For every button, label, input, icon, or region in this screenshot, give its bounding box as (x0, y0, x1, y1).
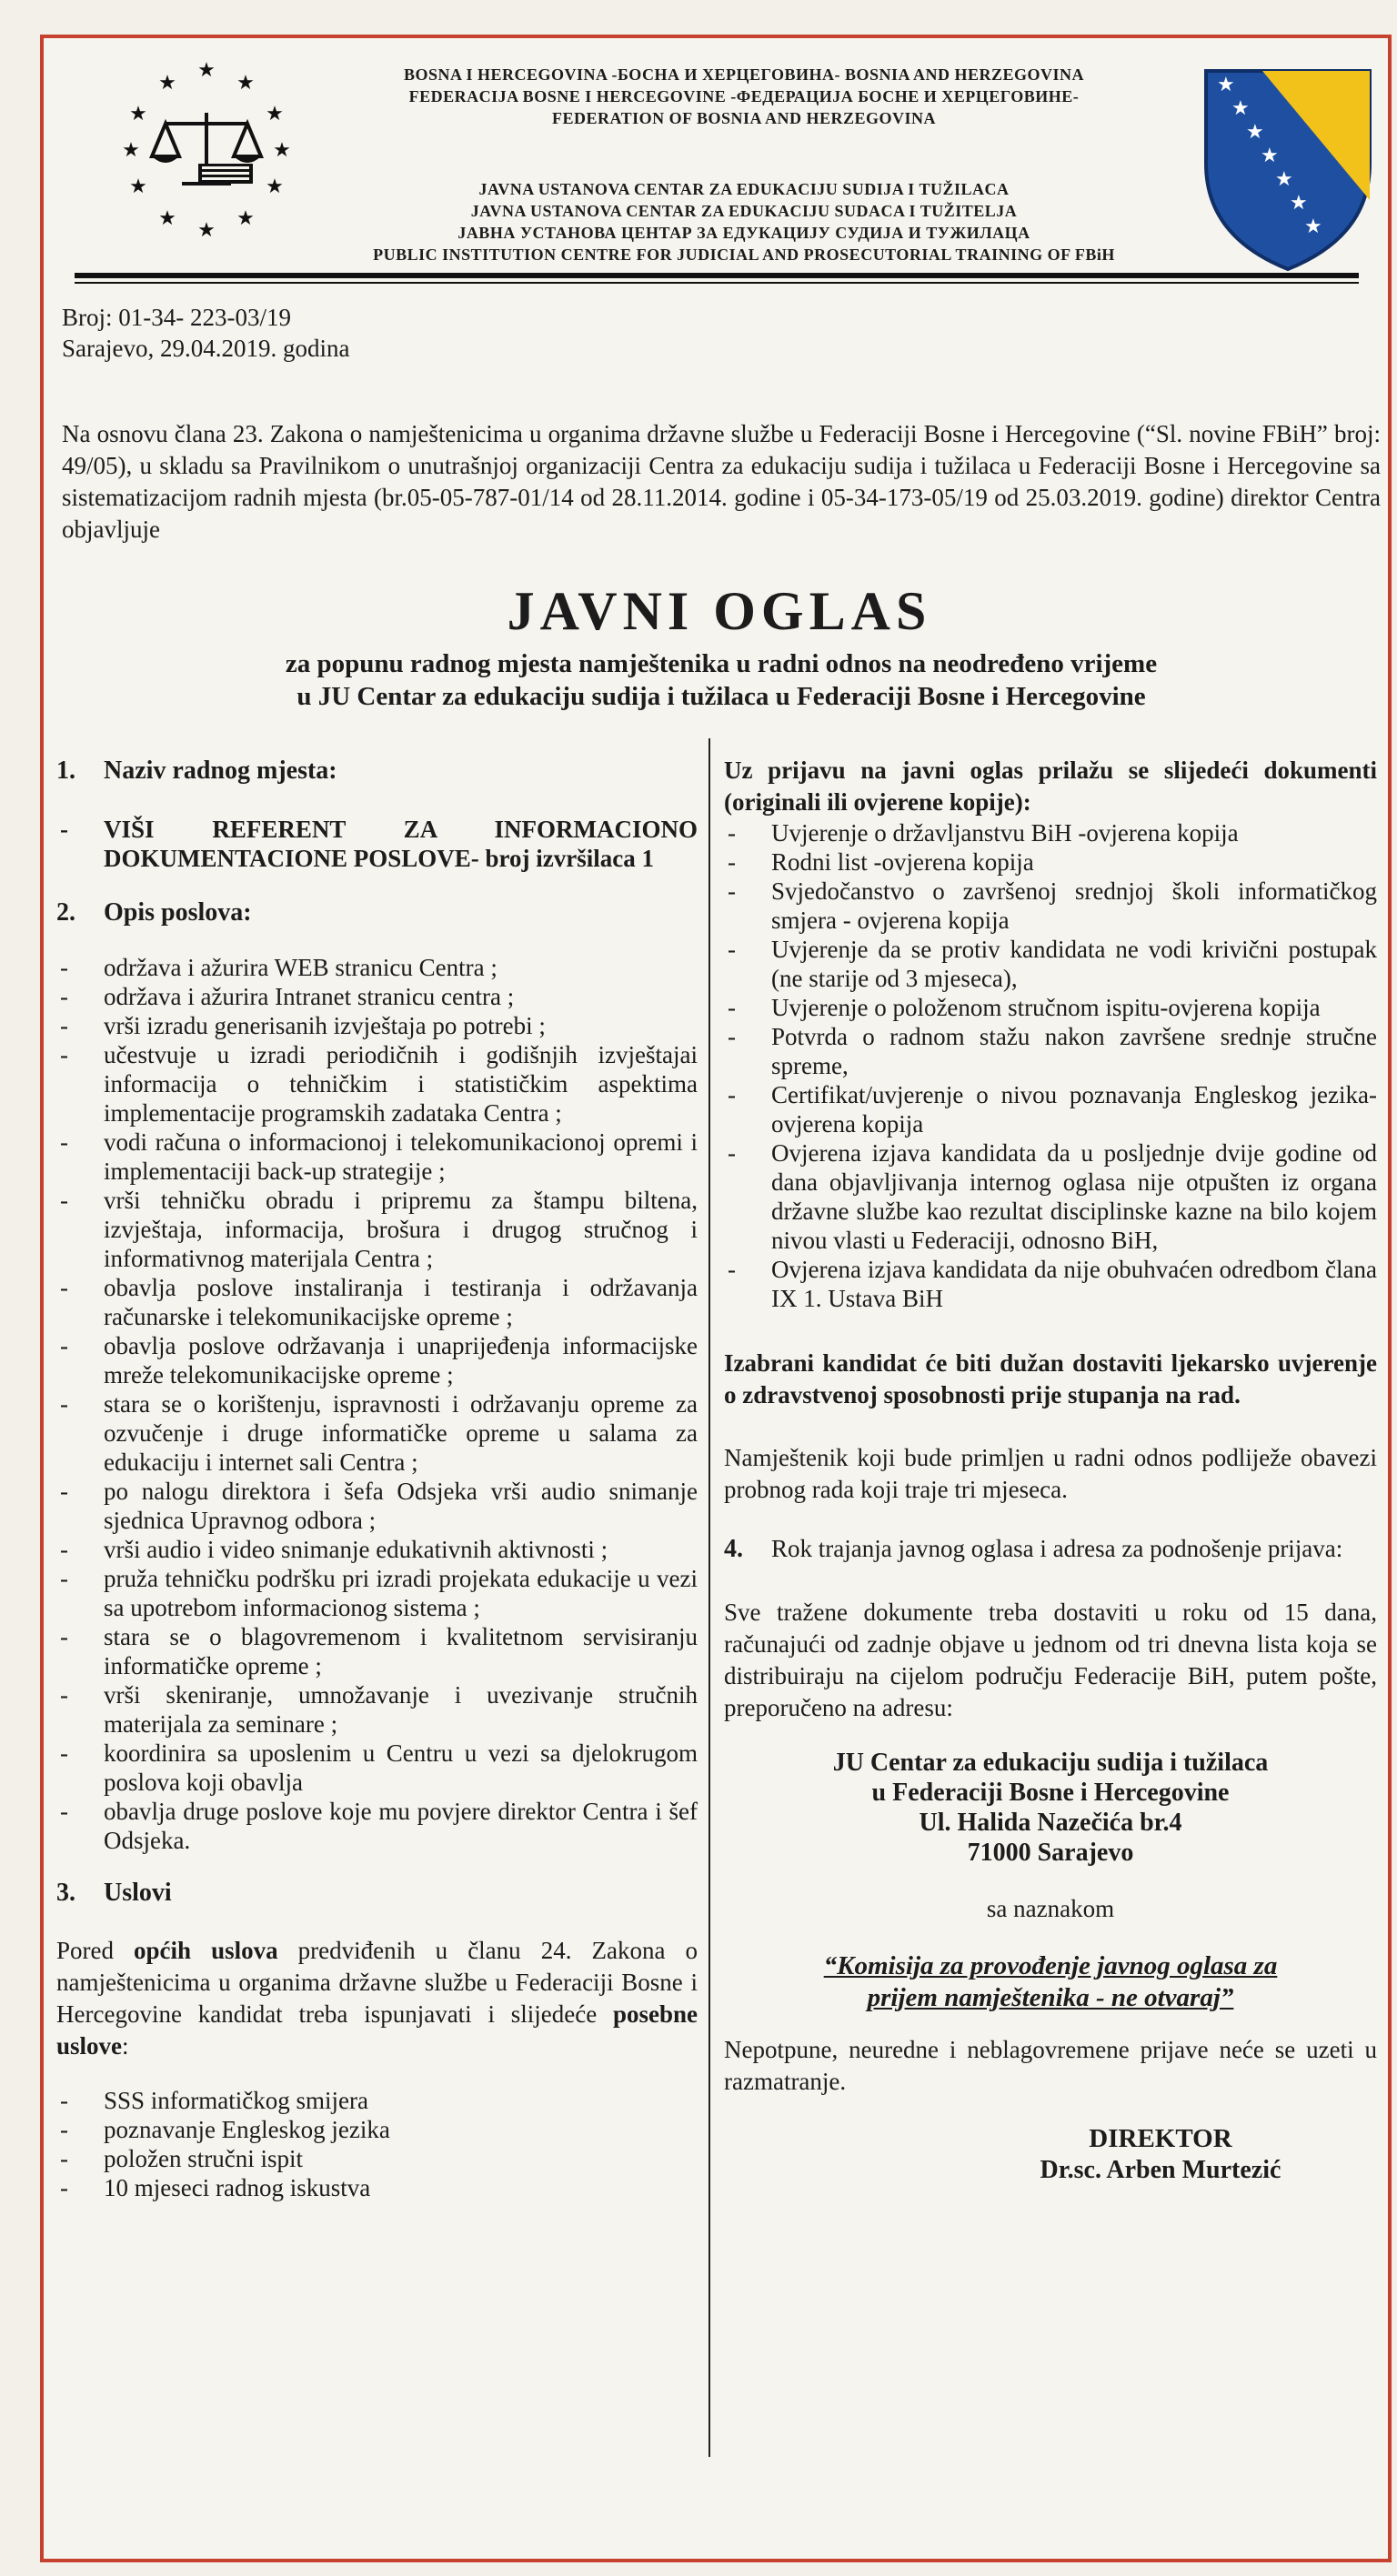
conditions-list (56, 2086, 698, 2202)
section-4-title: Rok trajanja javnog oglasa i adresa za podnošenje prijava: (771, 1535, 1343, 1562)
condition-item: - poznavanje Engleskog jezika (56, 2115, 698, 2144)
svg-text:★: ★ (1275, 167, 1293, 190)
duty-item: - pruža tehničku podršku pri izradi projekata edukacije u vezi sa upotrebom informacionog sistema ; (56, 1564, 698, 1622)
header-line-7: PUBLIC INSTITUTION CENTRE FOR JUDICIAL AND PROSECUTORIAL TRAINING OF FBiH (373, 246, 1115, 264)
section-3-number: 3. (56, 1879, 75, 1907)
duty-item: - po nalogu direktora i šefa Odsjeka vrši audio snimanje sjednica Upravnog odbora ; (56, 1477, 698, 1535)
document-item: - Ovjerena izjava kandidata da nije obuhvaćen odredbom člana IX 1. Ustava BiH (724, 1255, 1377, 1313)
envelope-marking-line-1: “Komisija za provođenje javnog oglasa za (823, 1951, 1278, 1980)
subtitle-line-2: u JU Centar za edukaciju sudija i tužilaca u Federaciji Bosne i Hercegovine (296, 682, 1146, 711)
address-line-1: JU Centar za edukaciju sudija i tužilaca (832, 1749, 1269, 1777)
medical-certificate-note: Izabrani kandidat će biti dužan dostaviti ljekarsko uvjerenje o zdravstvenoj sposobnosti prije stupanja na rad. (724, 1349, 1377, 1408)
svg-text:★: ★ (236, 206, 255, 229)
duty-item: - vrši audio i video snimanje edukativnih aktivnosti ; (56, 1535, 698, 1564)
conditions-paragraph (56, 1935, 698, 2062)
header-line-2: FEDERACIJA BOSNE I HERCEGOVINE -ФЕДЕРАЦИЈА БОСНЕ И ХЕРЦЕГОВИНЕ- (408, 87, 1080, 105)
institution-header-bottom (262, 162, 1226, 266)
intro-paragraph: Na osnovu člana 23. Zakona o namještenicima u organima državne službe u Federaciji Bosne i Hercegovine (“Sl. novine FBiH” broj: 49/05), u skladu sa Pravilnikom o unutrašnjoj organizaciji Centra za edukaciju sudija i tužilaca u Federaciji Bosne i Hercegovine sa sistematizacijom radnih mjesta (br.05-05-787-01/14 od 28.11.2014. godine i 05-34-173-05/19 od 25.03.2019. godine) direktor Centra objavljuje (62, 420, 1381, 543)
section-2-number: 2. (56, 898, 75, 927)
section-4-heading (724, 1533, 1377, 1566)
svg-text:★: ★ (1304, 215, 1322, 237)
svg-text:★: ★ (1217, 73, 1235, 95)
conditions-text-1: Pored (56, 1937, 135, 1964)
address-line-4: 71000 Sarajevo (967, 1839, 1134, 1867)
header-line-5: JAVNA USTANOVA CENTAR ZA EDUKACIJU SUDACA I TUŽITELJA (470, 202, 1018, 220)
duty-item: - obavlja druge poslove koje mu povjere direktor Centra i šef Odsjeka. (56, 1797, 698, 1855)
section-1-number: 1. (56, 757, 75, 785)
header-divider-thick (75, 273, 1359, 278)
signature-name: Dr.sc. Arben Murtezić (1040, 2156, 1281, 2184)
duty-item: - obavlja poslove instaliranja i testiranja i održavanja računarske i telekomunikacijske opreme ; (56, 1273, 698, 1331)
job-announcement-sheet (40, 35, 1392, 2562)
document-item: - Uvjerenje da se protiv kandidata ne vodi krivični postupak (ne starije od 3 mjeseca), (724, 935, 1377, 993)
svg-text:★: ★ (129, 175, 147, 197)
section-3-title: Uslovi (104, 1879, 172, 1907)
special-conditions-label: posebne uslove (56, 2000, 698, 2060)
subtitle-line-1: za popunu radnog mjesta namještenika u radni odnos na neodređeno vrijeme (285, 649, 1158, 678)
svg-text:★: ★ (273, 138, 291, 161)
duty-item: - vrši izradu generisanih izvještaja po potrebi ; (56, 1011, 698, 1040)
document-item: - Uvjerenje o položenom stručnom ispitu-ovjerena kopija (724, 993, 1377, 1022)
section-1-heading (56, 755, 698, 787)
document-item: - Certifikat/uvjerenje o nivou poznavanja Engleskog jezika-ovjerena kopija (724, 1080, 1377, 1138)
header-line-3: FEDERATION OF BOSNIA AND HERZEGOVINA (551, 109, 937, 127)
address-line-2: u Federaciji Bosne i Hercegovine (871, 1779, 1230, 1807)
svg-text:★: ★ (122, 138, 140, 161)
probation-note: Namještenik koji bude primljen u radni odnos podliježe obavezi probnog rada koji traje tri mjeseca. (724, 1444, 1377, 1503)
svg-text:★: ★ (1246, 120, 1264, 143)
institution-header-top (253, 64, 1235, 129)
conditions-text-3: : (122, 2032, 129, 2060)
bih-coat-of-arms-icon (1199, 64, 1377, 275)
reference-date: Sarajevo, 29.04.2019. godina (62, 335, 350, 362)
left-column (56, 738, 698, 2202)
svg-text:★: ★ (266, 175, 284, 197)
duty-item: - obavlja poslove održavanja i unaprijeđenja informacijske mreže telekomunikacijske opreme ; (56, 1331, 698, 1389)
duty-item: - koordinira sa uposlenim u Centru u vezi sa djelokrugom poslova koji obavlja (56, 1739, 698, 1797)
documents-list (724, 818, 1377, 1313)
document-item: - Potvrda o radnom stažu nakon završene srednje stručne spreme, (724, 1022, 1377, 1080)
condition-item: - položen stručni ispit (56, 2144, 698, 2173)
incomplete-applications-note: Nepotpune, neuredne i neblagovremene prijave neće se uzeti u razmatranje. (724, 2036, 1377, 2095)
duty-item: - održava i ažurira WEB stranicu Centra ; (56, 953, 698, 982)
condition-item: - 10 mjeseci radnog iskustva (56, 2173, 698, 2202)
right-column (724, 738, 1377, 2186)
signature-title: DIREKTOR (1089, 2124, 1232, 2153)
duty-item: - stara se o korištenju, ispravnosti i održavanju opreme za ozvučenje i druge informatičke opreme u salama za edukaciju i internet sali Centra ; (56, 1389, 698, 1477)
duties-list (56, 953, 698, 1855)
section-1-title: Naziv radnog mjesta: (104, 757, 337, 785)
svg-text:★: ★ (1290, 191, 1308, 214)
announcement-subtitle (98, 647, 1344, 713)
header-line-4: JAVNA USTANOVA CENTAR ZA EDUKACIJU SUDIJA I TUŽILACA (478, 180, 1010, 198)
conditions-text-2: predviđenih u članu 24. Zakona o namještenicima u organima državne službe u Federaciji Bosne i Hercegovine kandidat treba ispunjavati i slijedeće (56, 1937, 698, 2028)
duty-item: - učestvuje u izradi periodičnih i godišnjih izvještajai informacija o tehničkim i statističkim aspektima implementacije programskih zadataka Centra ; (56, 1040, 698, 1128)
reference-block (62, 302, 608, 364)
job-title: - VIŠI REFERENT ZA INFORMACIONO DOKUMENTACIONE POSLOVE- broj izvršilaca 1 (56, 815, 698, 873)
address-block (724, 1748, 1377, 1868)
header-line-1: BOSNA I HERCEGOVINA -БОСНА И ХЕРЦЕГОВИНА- BOSNIA AND HERZEGOVINA (403, 65, 1085, 84)
general-conditions-label: općih uslova (134, 1937, 278, 1964)
document-item: - Uvjerenje o državljanstvu BiH -ovjerena kopija (724, 818, 1377, 847)
svg-text:★: ★ (266, 102, 284, 125)
envelope-marking (724, 1950, 1377, 2014)
announcement-title: JAVNI OGLAS (507, 581, 932, 641)
documents-heading: Uz prijavu na javni oglas prilažu se slijedeći dokumenti (originali ili ovjerene kopije): (724, 757, 1377, 816)
duty-item: - stara se o blagovremenom i kvalitetnom servisiranju informatičke opreme ; (56, 1622, 698, 1680)
submission-instructions: Sve tražene dokumente treba dostaviti u roku od 15 dana, računajući od zadnje objave u jednom od tri dnevna lista koja se distribuiraju na cijelom području Federacije BiH, putem pošte, preporučeno na adresu: (724, 1599, 1377, 1721)
signature-block (1024, 2123, 1297, 2186)
svg-text:★: ★ (129, 102, 147, 125)
svg-text:★: ★ (236, 71, 255, 94)
svg-text:★: ★ (197, 58, 216, 81)
header-line-6: ЈАВНА УСТАНОВА ЦЕНТАР ЗА ЕДУКАЦИЈУ СУДИЈА И ТУЖИЛАЦА (457, 224, 1030, 242)
address-line-3: Ul. Halida Nazečića br.4 (919, 1809, 1182, 1837)
section-4-number: 4. (724, 1535, 743, 1563)
svg-text:★: ★ (197, 218, 216, 241)
document-item: - Ovjerena izjava kandidata da u posljednje dvije godine od dana objavljivanja internog oglasa nije otpušten iz organa državne službe kao rezultat disciplinske kazne na bilo kojem nivou vlasti u Federaciji, odnosno BiH, (724, 1138, 1377, 1255)
document-item: - Rodni list -ovjerena kopija (724, 847, 1377, 877)
svg-text:★: ★ (158, 206, 176, 229)
svg-text:★: ★ (1231, 96, 1250, 119)
document-item: - Svjedočanstvo o završenoj srednjoj školi informatičkog smjera - ovjerena kopija (724, 877, 1377, 935)
section-2-title: Opis poslova: (104, 898, 252, 927)
condition-item: - SSS informatičkog smijera (56, 2086, 698, 2115)
envelope-marking-line-2: prijem namještenika - ne otvaraj” (867, 1983, 1234, 2012)
duty-item: - vrši skeniranje, umnožavanje i uvezivanje stručnih materijala za seminare ; (56, 1680, 698, 1739)
svg-text:★: ★ (158, 71, 176, 94)
column-divider (709, 738, 710, 2457)
header-divider-thin (75, 282, 1359, 284)
duty-item: - vrši tehničku obradu i pripremu za štampu biltena, izvještaja, informacija, brošura i drugog stručnog i informativnog materijala Centra ; (56, 1186, 698, 1273)
job-title-list (56, 815, 698, 873)
duty-item: - održava i ažurira Intranet stranicu centra ; (56, 982, 698, 1011)
reference-number: Broj: 01-34- 223-03/19 (62, 304, 291, 331)
duty-item: - vodi računa o informacionoj i telekomunikacionoj opremi i implementaciji back-up strategije ; (56, 1128, 698, 1186)
marking-label: sa naznakom (986, 1895, 1115, 1922)
section-3-heading (56, 1877, 698, 1909)
svg-text:★: ★ (1261, 144, 1279, 166)
section-2-heading (56, 897, 698, 929)
